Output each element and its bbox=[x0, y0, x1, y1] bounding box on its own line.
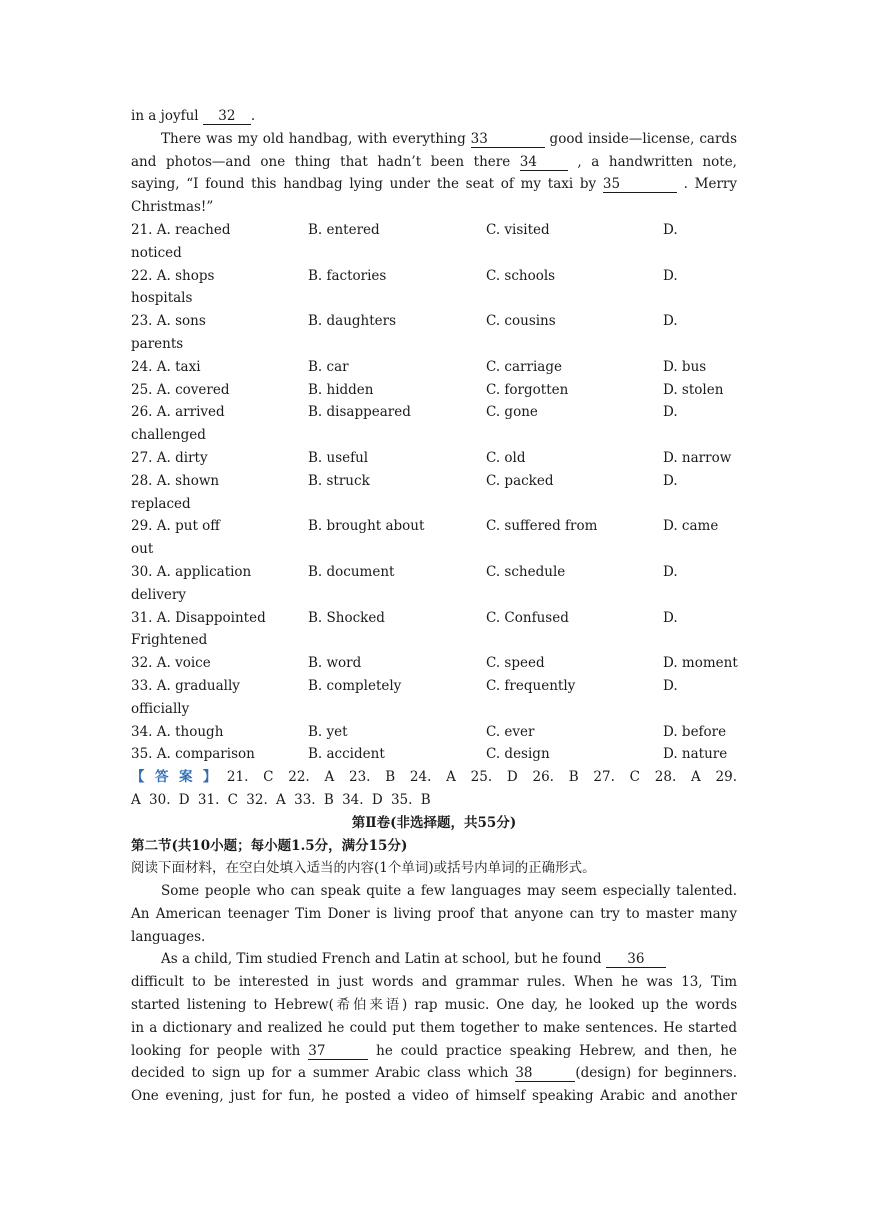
option-b: B. factories bbox=[308, 267, 387, 284]
option-a: 33. A. gradually bbox=[131, 677, 240, 694]
option-a: 35. A. comparison bbox=[131, 746, 255, 763]
answer-text: A 30. D 31. C 32. A 33. B 34. D 35. B bbox=[131, 791, 431, 808]
passage-line bbox=[131, 105, 737, 128]
option-d: D. bbox=[663, 404, 678, 421]
passage-line bbox=[131, 1062, 737, 1085]
option-c: C. Confused bbox=[486, 609, 569, 626]
option-row bbox=[131, 561, 737, 584]
option-b: B. word bbox=[308, 655, 362, 672]
option-b: B. useful bbox=[308, 449, 369, 466]
option-c: C. frequently bbox=[486, 677, 576, 694]
option-row bbox=[131, 265, 737, 288]
passage-line: languages. bbox=[131, 928, 206, 945]
passage-line: Some people who can speak quite a few languages may seem especially talented. bbox=[161, 883, 737, 900]
option-row bbox=[131, 401, 737, 424]
option-c: C. forgotten bbox=[486, 381, 569, 398]
option-a: 23. A. sons bbox=[131, 313, 206, 330]
option-wrap: out bbox=[131, 541, 154, 558]
text: . bbox=[250, 108, 256, 124]
passage-line: One evening, just for fun, he posted a video of himself speaking Arabic and another bbox=[131, 1088, 737, 1105]
answer-line bbox=[131, 766, 737, 789]
option-c: C. speed bbox=[486, 655, 545, 672]
option-wrap: noticed bbox=[131, 244, 182, 261]
option-row bbox=[131, 515, 737, 538]
option-d: D. bus bbox=[663, 358, 707, 375]
option-a: 31. A. Disappointed bbox=[131, 609, 266, 626]
option-b: B. document bbox=[308, 563, 395, 580]
option-wrap: challenged bbox=[131, 427, 206, 444]
option-row bbox=[131, 310, 737, 333]
option-b: B. struck bbox=[308, 472, 370, 489]
option-b: B. entered bbox=[308, 221, 380, 238]
option-a: 32. A. voice bbox=[131, 655, 211, 672]
option-c: C. suffered from bbox=[486, 518, 598, 535]
option-row bbox=[131, 219, 737, 242]
blank-37: 37 bbox=[308, 1044, 368, 1060]
passage-line bbox=[131, 128, 737, 151]
option-a: 34. A. though bbox=[131, 723, 224, 740]
option-a: 27. A. dirty bbox=[131, 449, 208, 466]
option-b: B. car bbox=[308, 358, 349, 375]
option-d: D. nature bbox=[663, 746, 728, 763]
option-a: 21. A. reached bbox=[131, 221, 231, 238]
option-b: B. daughters bbox=[308, 313, 397, 330]
text: , a handwritten note, bbox=[577, 153, 737, 170]
option-a: 30. A. application bbox=[131, 563, 252, 580]
passage-line bbox=[131, 173, 737, 196]
option-d: D. bbox=[663, 677, 678, 694]
option-d: D. bbox=[663, 609, 678, 626]
option-c: C. schedule bbox=[486, 563, 566, 580]
option-wrap: Frightened bbox=[131, 632, 208, 649]
option-c: C. packed bbox=[486, 472, 554, 489]
passage-line: An American teenager Tim Doner is living proof that anyone can try to master many bbox=[131, 905, 737, 922]
option-d: D. bbox=[663, 221, 678, 238]
option-a: 29. A. put off bbox=[131, 518, 220, 535]
option-c: C. design bbox=[486, 746, 550, 763]
option-a: 22. A. shops bbox=[131, 267, 215, 284]
option-wrap: replaced bbox=[131, 495, 191, 512]
option-row bbox=[131, 675, 737, 698]
answer-text: 21. C 22. A 23. B 24. A 25. D 26. B 27. C 28. A 29. bbox=[226, 769, 737, 786]
blank-35: 35 bbox=[603, 177, 677, 193]
option-wrap: parents bbox=[131, 335, 184, 352]
text: and photos—and one thing that hadn’t been there bbox=[131, 153, 511, 170]
text: good inside—license, cards bbox=[549, 130, 737, 147]
option-wrap: delivery bbox=[131, 586, 186, 603]
passage-line bbox=[131, 151, 737, 174]
passage-line: started listening to Hebrew(希伯来语) rap music. One day, he looked up the words bbox=[131, 997, 737, 1014]
passage-line bbox=[131, 948, 737, 971]
option-a: 25. A. covered bbox=[131, 381, 230, 398]
option-d: D. bbox=[663, 313, 678, 330]
blank-38: 38 bbox=[515, 1066, 575, 1082]
option-a: 28. A. shown bbox=[131, 472, 220, 489]
text: looking for people with bbox=[131, 1042, 301, 1059]
options-list bbox=[131, 219, 737, 766]
option-row bbox=[131, 652, 737, 675]
option-c: C. cousins bbox=[486, 313, 556, 330]
option-d: D. before bbox=[663, 723, 727, 740]
answer-tag: 【答案】 bbox=[131, 769, 227, 786]
option-d: D. bbox=[663, 563, 678, 580]
option-d: D. narrow bbox=[663, 449, 732, 466]
option-row bbox=[131, 743, 737, 766]
text: in a joyful bbox=[131, 108, 199, 124]
option-c: C. ever bbox=[486, 723, 535, 740]
option-d: D. stolen bbox=[663, 381, 724, 398]
section-heading: 第二节(共10小题；每小题1.5分，满分15分) bbox=[131, 837, 408, 854]
text: . Merry bbox=[683, 176, 737, 193]
option-row bbox=[131, 447, 737, 470]
option-b: B. Shocked bbox=[308, 609, 385, 626]
option-b: B. brought about bbox=[308, 518, 425, 535]
option-row bbox=[131, 379, 737, 402]
answer-line bbox=[131, 789, 737, 812]
option-b: B. hidden bbox=[308, 381, 374, 398]
text: decided to sign up for a summer Arabic class which bbox=[131, 1065, 509, 1082]
option-c: C. carriage bbox=[486, 358, 562, 375]
option-wrap: officially bbox=[131, 700, 190, 717]
option-d: D. bbox=[663, 267, 678, 284]
option-c: C. old bbox=[486, 449, 526, 466]
passage-line bbox=[131, 1040, 737, 1063]
option-wrap: hospitals bbox=[131, 290, 193, 307]
passage-line bbox=[131, 196, 737, 219]
option-b: B. accident bbox=[308, 746, 385, 763]
blank-33: 33 bbox=[471, 132, 545, 148]
option-d: D. bbox=[663, 472, 678, 489]
option-row bbox=[131, 607, 737, 630]
text: (design) for beginners. bbox=[575, 1065, 737, 1082]
option-b: B. disappeared bbox=[308, 404, 411, 421]
option-row bbox=[131, 356, 737, 379]
option-c: C. gone bbox=[486, 404, 538, 421]
option-d: D. moment bbox=[663, 655, 738, 672]
option-c: C. schools bbox=[486, 267, 556, 284]
text: he could practice speaking Hebrew, and then, he bbox=[376, 1042, 738, 1059]
text: Christmas!” bbox=[131, 199, 214, 216]
text: saying, “I found this handbag lying under the seat of my taxi by bbox=[131, 176, 597, 193]
blank-36: 36 bbox=[606, 952, 666, 968]
passage-line: in a dictionary and realized he could put them together to make sentences. He started bbox=[131, 1019, 737, 1036]
instruction: 阅读下面材料，在空白处填入适当的内容(1个单词)或括号内单词的正确形式。 bbox=[131, 860, 596, 877]
blank-34: 34 bbox=[520, 155, 568, 171]
option-a: 26. A. arrived bbox=[131, 404, 225, 421]
option-row bbox=[131, 470, 737, 493]
option-b: B. completely bbox=[308, 677, 402, 694]
part2-heading: 第Ⅱ卷(非选择题，共55分) bbox=[351, 814, 517, 831]
text: There was my old handbag, with everything bbox=[161, 130, 466, 147]
option-b: B. yet bbox=[308, 723, 348, 740]
passage-line: difficult to be interested in just words and grammar rules. When he was 13, Tim bbox=[131, 974, 737, 991]
option-a: 24. A. taxi bbox=[131, 358, 201, 375]
document-page bbox=[131, 105, 737, 1108]
text: As a child, Tim studied French and Latin at school, but he found bbox=[161, 951, 602, 968]
option-c: C. visited bbox=[486, 221, 550, 238]
blank-32: 32 bbox=[203, 109, 251, 125]
option-row bbox=[131, 721, 737, 744]
option-d: D. came bbox=[663, 518, 719, 535]
